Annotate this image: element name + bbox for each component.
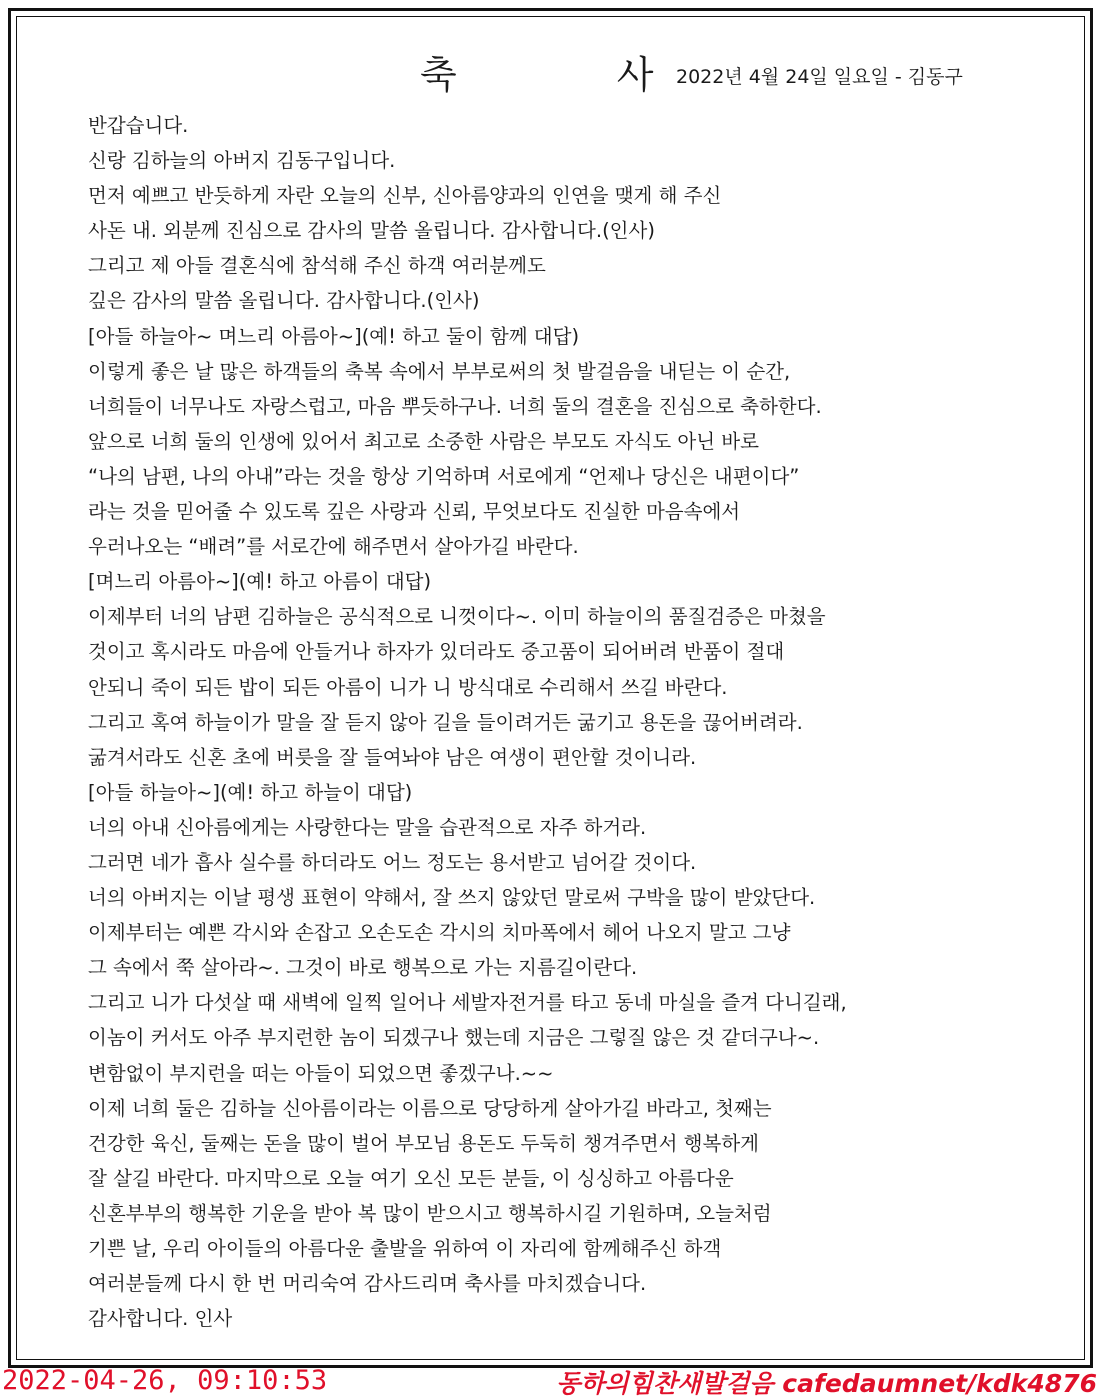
- speech-line: 그리고 제 아들 결혼식에 참석해 주신 하객 여러분께도: [88, 254, 546, 278]
- speech-body: [88, 108, 1048, 1336]
- speech-line: 그리고 니가 다섯살 때 새벽에 일찍 일어나 세발자전거를 타고 동네 마실을 즐겨 다니길래,: [88, 991, 847, 1015]
- speech-line: 너의 아버지는 이날 평생 표현이 약해서, 잘 쓰지 않았던 말로써 구박을 많이 받았단다.: [88, 886, 816, 910]
- speech-line: [아들 하늘아~ 며느리 아름아~](예! 하고 둘이 함께 대답): [88, 324, 580, 348]
- speech-line: 이놈이 커서도 아주 부지런한 놈이 되겠구나 했는데 지금은 그렇질 않은 것 같더구나~.: [88, 1026, 820, 1050]
- speech-line: [아들 하늘아~](예! 하고 하늘이 대답): [88, 780, 413, 804]
- speech-line: 이제 너희 둘은 김하늘 신아름이라는 이름으로 당당하게 살아가길 바라고, 첫째는: [88, 1096, 772, 1120]
- speech-line: 건강한 육신, 둘째는 돈을 많이 벌어 부모님 용돈도 두둑히 챙겨주면서 행복하게: [88, 1131, 759, 1155]
- speech-line: 잘 살길 바란다. 마지막으로 오늘 여기 오신 모든 분들, 이 싱싱하고 아름다운: [88, 1166, 734, 1190]
- speech-line: 너희들이 너무나도 자랑스럽고, 마음 뿌듯하구나. 너희 둘의 결혼을 진심으로 축하한다.: [88, 394, 822, 418]
- speech-line: 신혼부부의 행복한 기운을 받아 복 많이 받으시고 행복하시길 기원하며, 오늘처럼: [88, 1201, 772, 1225]
- speech-line: 그리고 혹여 하늘이가 말을 잘 듣지 않아 길을 들이려거든 굶기고 용돈을 끊어버려라.: [88, 710, 803, 734]
- speech-line: 라는 것을 믿어줄 수 있도록 깊은 사랑과 신뢰, 무엇보다도 진실한 마음속에서: [88, 500, 741, 524]
- timestamp-stamp: 2022-04-26, 09:10:53: [2, 1365, 328, 1396]
- speech-line: 이제부터 너의 남편 김하늘은 공식적으로 니껏이다~. 이미 하늘이의 품질검증은 마쳤을: [88, 605, 826, 629]
- speech-line: 너의 아내 신아름에게는 사랑한다는 말을 습관적으로 자주 하거라.: [88, 815, 647, 839]
- speech-line: 여러분들께 다시 한 번 머리숙여 감사드리며 축사를 마치겠습니다.: [88, 1272, 647, 1296]
- speech-line: 변함없이 부지런을 떠는 아들이 되었으면 좋겠구나.~~: [88, 1061, 554, 1085]
- speech-line: 기쁜 날, 우리 아이들의 아름다운 출발을 위하여 이 자리에 함께해주신 하객: [88, 1237, 722, 1260]
- speech-line: 그러면 네가 흡사 실수를 하더라도 어느 정도는 용서받고 넘어갈 것이다.: [88, 850, 697, 874]
- speech-line: 감사합니다. 인사: [88, 1307, 233, 1331]
- cafe-watermark: 동하의힘찬새발걸음 cafedaumnet/kdk4876: [556, 1369, 1097, 1398]
- speech-line: [며느리 아름아~](예! 하고 아름이 대답): [88, 570, 432, 594]
- speech-line: 앞으로 너희 둘의 인생에 있어서 최고로 소중한 사람은 부모도 자식도 아닌 바로: [88, 429, 759, 453]
- speech-line: 신랑 김하늘의 아버지 김동구입니다.: [88, 149, 396, 173]
- speech-line: “나의 남편, 나의 아내”라는 것을 항상 기억하며 서로에게 “언제나 당신은 내편이다”: [88, 464, 800, 488]
- speech-line: 사돈 내. 외분께 진심으로 감사의 말씀 올립니다. 감사합니다.(인사): [88, 219, 655, 243]
- speech-line: 이렇게 좋은 날 많은 하객들의 축복 속에서 부부로써의 첫 발걸음을 내딛는 이 순간,: [88, 359, 791, 383]
- speech-line: 먼저 예쁘고 반듯하게 자란 오늘의 신부, 신아름양과의 인연을 맺게 해 주신: [88, 184, 722, 208]
- speech-line: 그 속에서 쭉 살아라~. 그것이 바로 행복으로 가는 지름길이란다.: [88, 956, 638, 980]
- speech-line: 우러나오는 “배려”를 서로간에 해주면서 살아가길 바란다.: [88, 535, 579, 559]
- speech-line: 깊은 감사의 말씀 올립니다. 감사합니다.(인사): [88, 289, 480, 313]
- document-title: 축 사: [420, 53, 728, 97]
- speech-line: 이제부터는 예쁜 각시와 손잡고 오손도손 각시의 치마폭에서 헤어 나오지 말고 그냥: [88, 921, 791, 945]
- date-author-line: 2022년 4월 24일 일요일 - 김동구: [676, 66, 963, 88]
- speech-line: 것이고 혹시라도 마음에 안들거나 하자가 있더라도 중고품이 되어버려 반품이 절대: [88, 640, 785, 664]
- speech-line: 굶겨서라도 신혼 초에 버릇을 잘 들여놔야 남은 여생이 편안할 것이니라.: [88, 745, 697, 769]
- speech-line: 안되니 죽이 되든 밥이 되든 아름이 니가 니 방식대로 수리해서 쓰길 바란다.: [88, 675, 728, 699]
- speech-line: 반갑습니다.: [88, 114, 189, 137]
